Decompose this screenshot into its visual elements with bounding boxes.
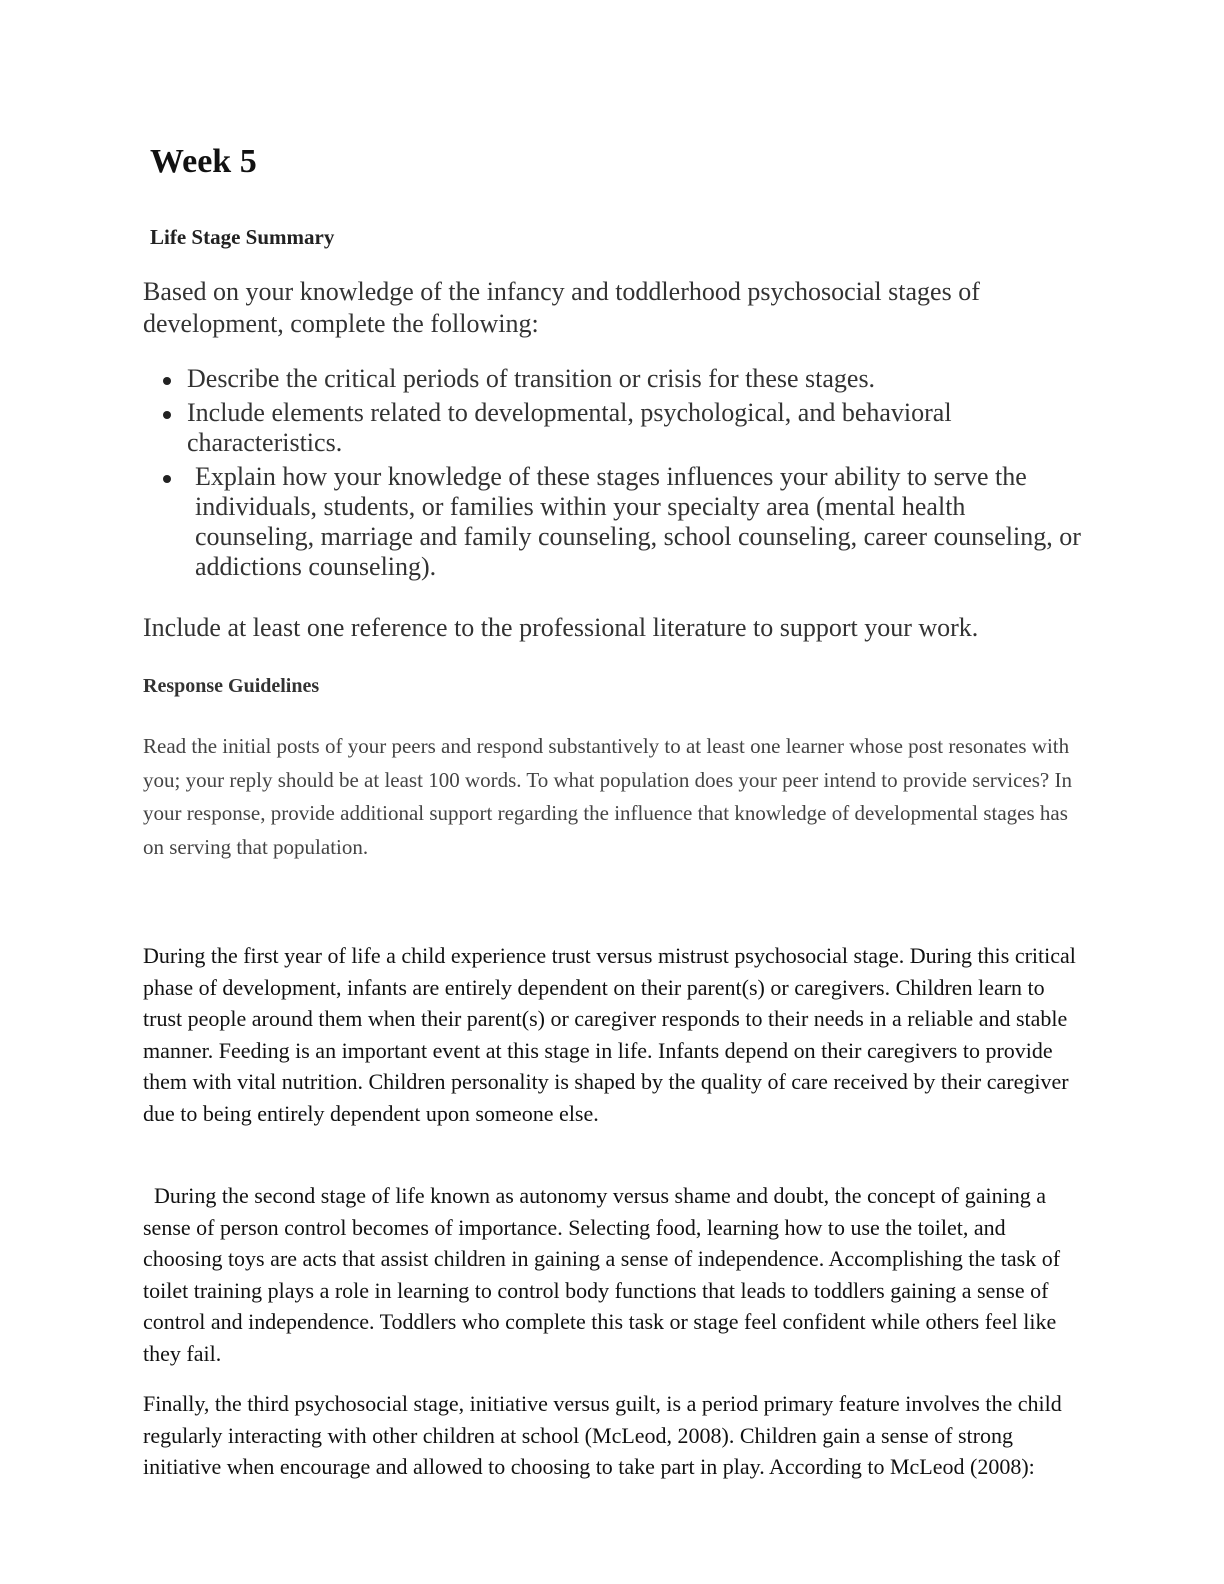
list-item [143, 364, 1083, 394]
essay-paragraph: During the second stage of life known as autonomy versus shame and doubt, the concept of gaining a sense of person control becomes of importance. Selecting food, learning how to use the toilet, and choosing toys are acts that assist children in gaining a sense of independence. Accomplishing the task of toilet training plays a role in learning to control body functions that leads to toddlers gaining a sense of control and independence. Toddlers who complete this task or stage feel confident while others feel like they fail. [143, 1183, 1061, 1366]
list-item-text: Explain how your knowledge of these stages influences your ability to serve the individuals, students, or families within your specialty area (mental health counseling, marriage and family counseling, school counseling, career counseling, or addictions counseling). [195, 462, 1081, 581]
essay-paragraph: Finally, the third psychosocial stage, initiative versus guilt, is a period primary feature involves the child regularly interacting with other children at school (McLeod, 2008). Children gain a sense of strong initiative when encourage and allowed to choosing to take part in play. According to McLeod (2008): [143, 1391, 1062, 1479]
literature-note: Include at least one reference to the professional literature to support your work. [143, 613, 979, 642]
essay-paragraph: During the first year of life a child experience trust versus mistrust psychosocial stage. During this critical phase of development, infants are entirely dependent on their parent(s) or caregivers. Children learn to trust people around them when their parent(s) or caregiver responds to their needs in a reliable and stable manner. Feeding is an important event at this stage in life. Infants depend on their caregivers to provide them with vital nutrition. Children personality is shaped by the quality of care received by their caregiver due to being entirely dependent upon someone else. [143, 943, 1076, 1126]
intro-paragraph: Based on your knowledge of the infancy and toddlerhood psychosocial stages of development, complete the following: [143, 277, 980, 338]
bullet-icon [163, 475, 171, 483]
instruction-list [143, 364, 1083, 586]
list-item-text: Include elements related to developmental, psychological, and behavioral characteristics. [187, 398, 952, 457]
list-item-text: Describe the critical periods of transition or crisis for these stages. [187, 364, 876, 393]
guidelines-heading: Response Guidelines [143, 675, 320, 697]
guidelines-paragraph: Read the initial posts of your peers and respond substantively to at least one learner whose post resonates with you; your reply should be at least 100 words. To what population does your peer intend to provide services? In your response, provide additional support regarding the influence that knowledge of developmental stages has on serving that population. [143, 734, 1072, 859]
bullet-icon [163, 377, 171, 385]
section-subtitle: Life Stage Summary [150, 225, 335, 249]
page-title: Week 5 [150, 143, 257, 180]
list-item [143, 398, 1083, 458]
list-item [143, 462, 1083, 582]
bullet-icon [163, 411, 171, 419]
